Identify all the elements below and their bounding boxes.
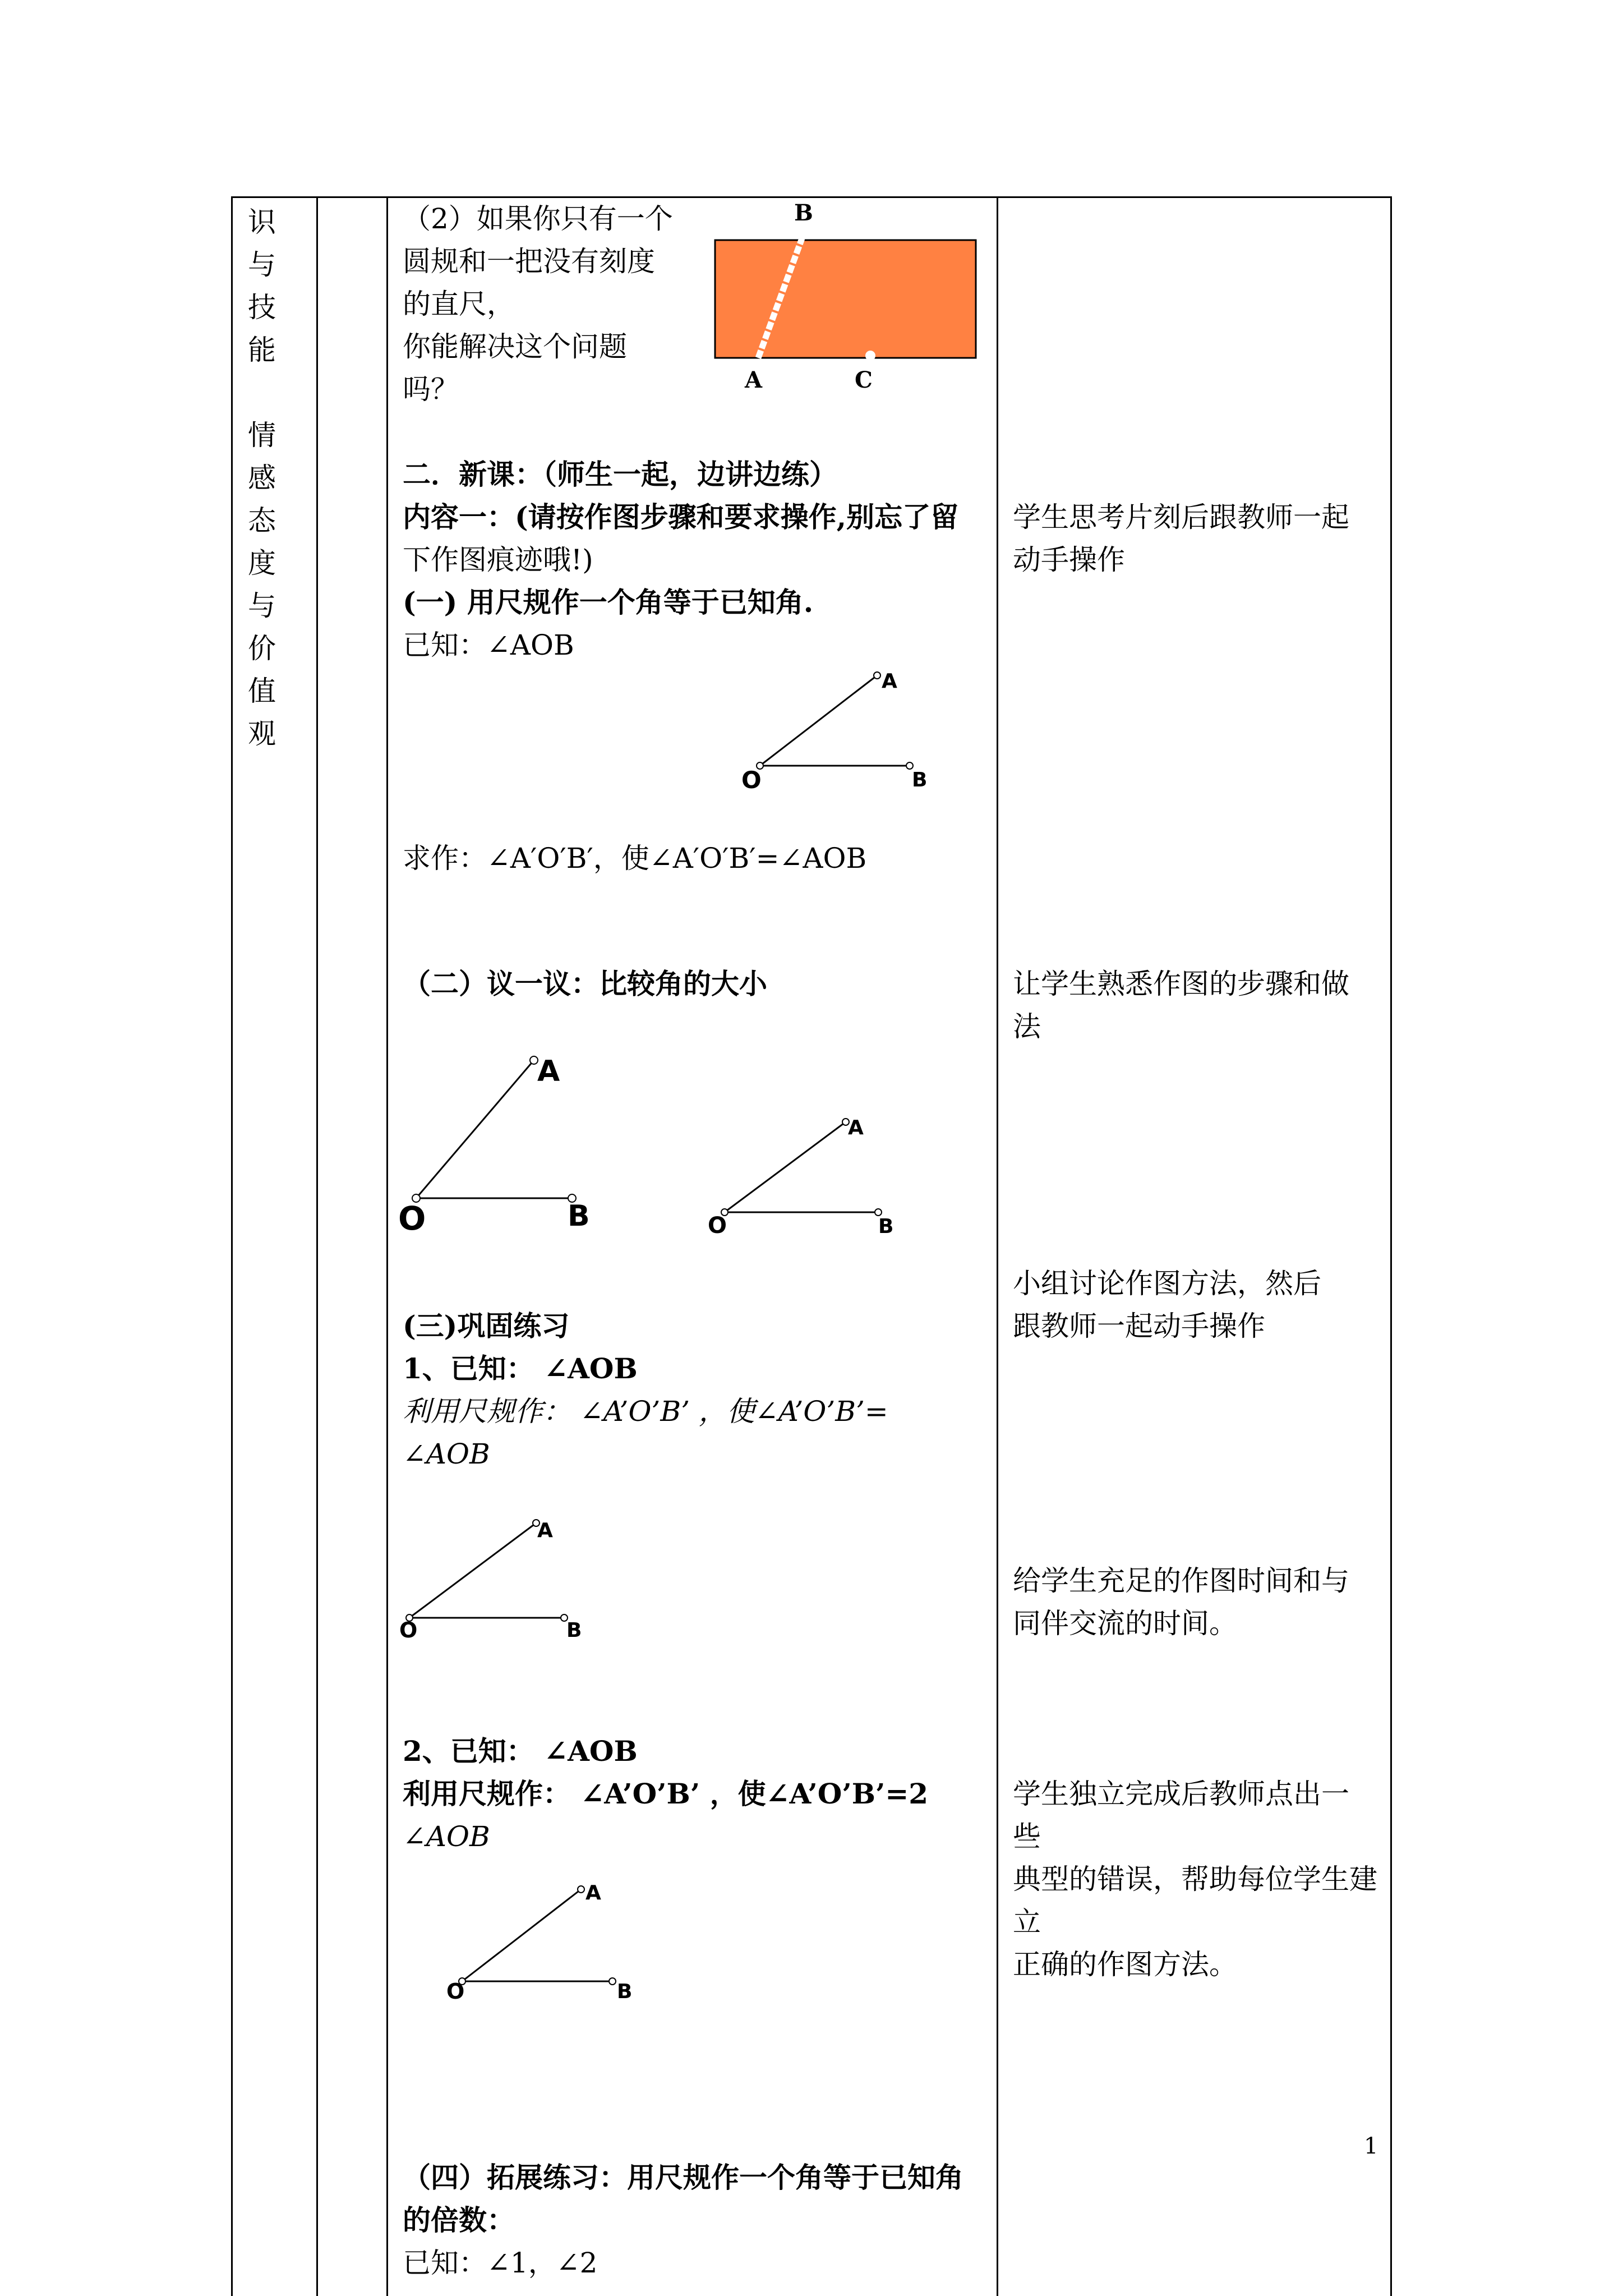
- orange-rectangle: [715, 240, 976, 358]
- table-col-line-2: [316, 196, 318, 2296]
- ray-oa: [462, 1889, 581, 1981]
- angle-figure-2a: [398, 1049, 600, 1206]
- ray-oa: [409, 1523, 536, 1618]
- label-o: O: [398, 1199, 426, 1237]
- question-line: 你能解决这个问题: [403, 330, 627, 363]
- table-col-line-5: [1390, 196, 1392, 2296]
- label-o: O: [708, 1213, 727, 1239]
- table-col-line-4: [997, 196, 998, 2296]
- exercise-1-construct-cont: ∠AOB: [403, 1438, 490, 1470]
- left-label-char: 观: [248, 717, 276, 750]
- angle-figure-3: [398, 1515, 589, 1627]
- note-line: 立: [1013, 1906, 1041, 1938]
- exercise-2-construct-cont: ∠AOB: [403, 1820, 490, 1853]
- question-line: （2）如果你只有一个: [403, 203, 673, 235]
- ray-oa: [760, 675, 877, 766]
- label-a: A: [882, 670, 897, 693]
- point-c: [865, 351, 875, 361]
- exercise-2-given: 2、已知： ∠AOB: [403, 1734, 638, 1768]
- section-4-heading-cont: 的倍数：: [403, 2203, 515, 2237]
- note-line: 让学生熟悉作图的步骤和做: [1013, 968, 1349, 1000]
- label-a: A: [537, 1055, 560, 1088]
- point-a: [530, 1056, 538, 1064]
- table-col-line-1: [231, 196, 233, 2296]
- section-1-heading: (一) 用尺规作一个角等于已知角.: [403, 586, 814, 619]
- left-label-char: 感: [248, 462, 276, 494]
- angle-figure-1: [746, 668, 925, 785]
- part1-instruction-cont: 下作图痕迹哦!): [403, 544, 593, 576]
- left-label-char: 识: [248, 206, 276, 238]
- note-line: 学生独立完成后教师点出一: [1013, 1778, 1349, 1810]
- label-o: O: [446, 1979, 465, 2004]
- exercise-1-given: 1、已知： ∠AOB: [403, 1352, 638, 1385]
- label-o: O: [399, 1618, 418, 1642]
- question-line: 圆规和一把没有刻度: [403, 245, 655, 278]
- left-label-char: 值: [248, 675, 276, 707]
- label-b: B: [568, 1199, 590, 1233]
- section-3-heading: (三)巩固练习: [403, 1309, 570, 1342]
- table-col-line-3: [386, 196, 388, 2296]
- ray-oa: [725, 1122, 846, 1212]
- label-a: A: [585, 1881, 601, 1904]
- point-a: [874, 672, 880, 679]
- left-label-char: 能: [248, 334, 276, 366]
- note-line: 小组讨论作图方法，然后: [1013, 1267, 1321, 1300]
- new-lesson-heading: 二．新课：（师生一起，边讲边练）: [403, 458, 837, 491]
- note-line: 给学生充足的作图时间和与: [1013, 1565, 1349, 1597]
- note-line: 动手操作: [1013, 544, 1125, 576]
- exercise-2-construct: 利用尺规作： ∠A’O’B’ ，使∠A’O’B’=2: [403, 1777, 929, 1810]
- note-line: 些: [1013, 1820, 1041, 1853]
- note-line: 跟教师一起动手操作: [1013, 1310, 1265, 1342]
- ray-oa: [416, 1060, 534, 1198]
- left-label-char: 与: [248, 249, 276, 281]
- label-a: A: [848, 1116, 864, 1139]
- left-label-char: 情: [248, 419, 276, 452]
- angle-figure-4: [449, 1876, 639, 1988]
- section-4-heading: （四）拓展练习：用尺规作一个角等于已知角: [403, 2161, 963, 2194]
- label-b: B: [617, 1980, 633, 2003]
- given-1: 已知：∠AOB: [403, 629, 574, 661]
- rect-label-b: B: [794, 200, 813, 226]
- left-label-char: 技: [248, 291, 276, 324]
- label-b: B: [912, 769, 928, 792]
- angle-figure-2b: [712, 1116, 897, 1228]
- left-label-char: 度: [248, 547, 276, 579]
- label-b: B: [566, 1619, 582, 1642]
- question-line: 吗？: [403, 373, 459, 406]
- left-label-char: 态: [248, 504, 276, 537]
- given-4: 已知：∠1，∠2: [403, 2247, 598, 2279]
- note-line: 同伴交流的时间。: [1013, 1607, 1237, 1640]
- rectangle-figure: [712, 202, 993, 393]
- label-b: B: [878, 1215, 894, 1238]
- left-label-char: 价: [248, 632, 276, 665]
- note-line: 典型的错误，帮助每位学生建: [1013, 1863, 1377, 1895]
- label-a: A: [537, 1519, 553, 1542]
- note-line: 学生思考片刻后跟教师一起: [1013, 501, 1349, 533]
- note-line: 正确的作图方法。: [1013, 1948, 1237, 1981]
- point-b: [609, 1978, 616, 1985]
- question-line: 的直尺，: [403, 288, 515, 320]
- section-2-heading: （二）议一议：比较角的大小: [403, 967, 767, 1000]
- rect-label-a: A: [745, 367, 763, 393]
- point-a: [578, 1886, 584, 1893]
- exercise-1-construct: 利用尺规作： ∠A’O’B’ ，使∠A’O’B’=: [403, 1395, 888, 1428]
- part1-instruction: 内容一：(请按作图步骤和要求操作,别忘了留: [403, 500, 959, 533]
- page-number: 1: [1364, 2133, 1378, 2159]
- construct-1: 求作：∠A′O′B′，使∠A′O′B′=∠AOB: [403, 842, 867, 875]
- note-line: 法: [1013, 1010, 1041, 1043]
- rect-label-c: C: [855, 367, 873, 393]
- left-label-char: 与: [248, 590, 276, 622]
- label-o: O: [741, 766, 762, 794]
